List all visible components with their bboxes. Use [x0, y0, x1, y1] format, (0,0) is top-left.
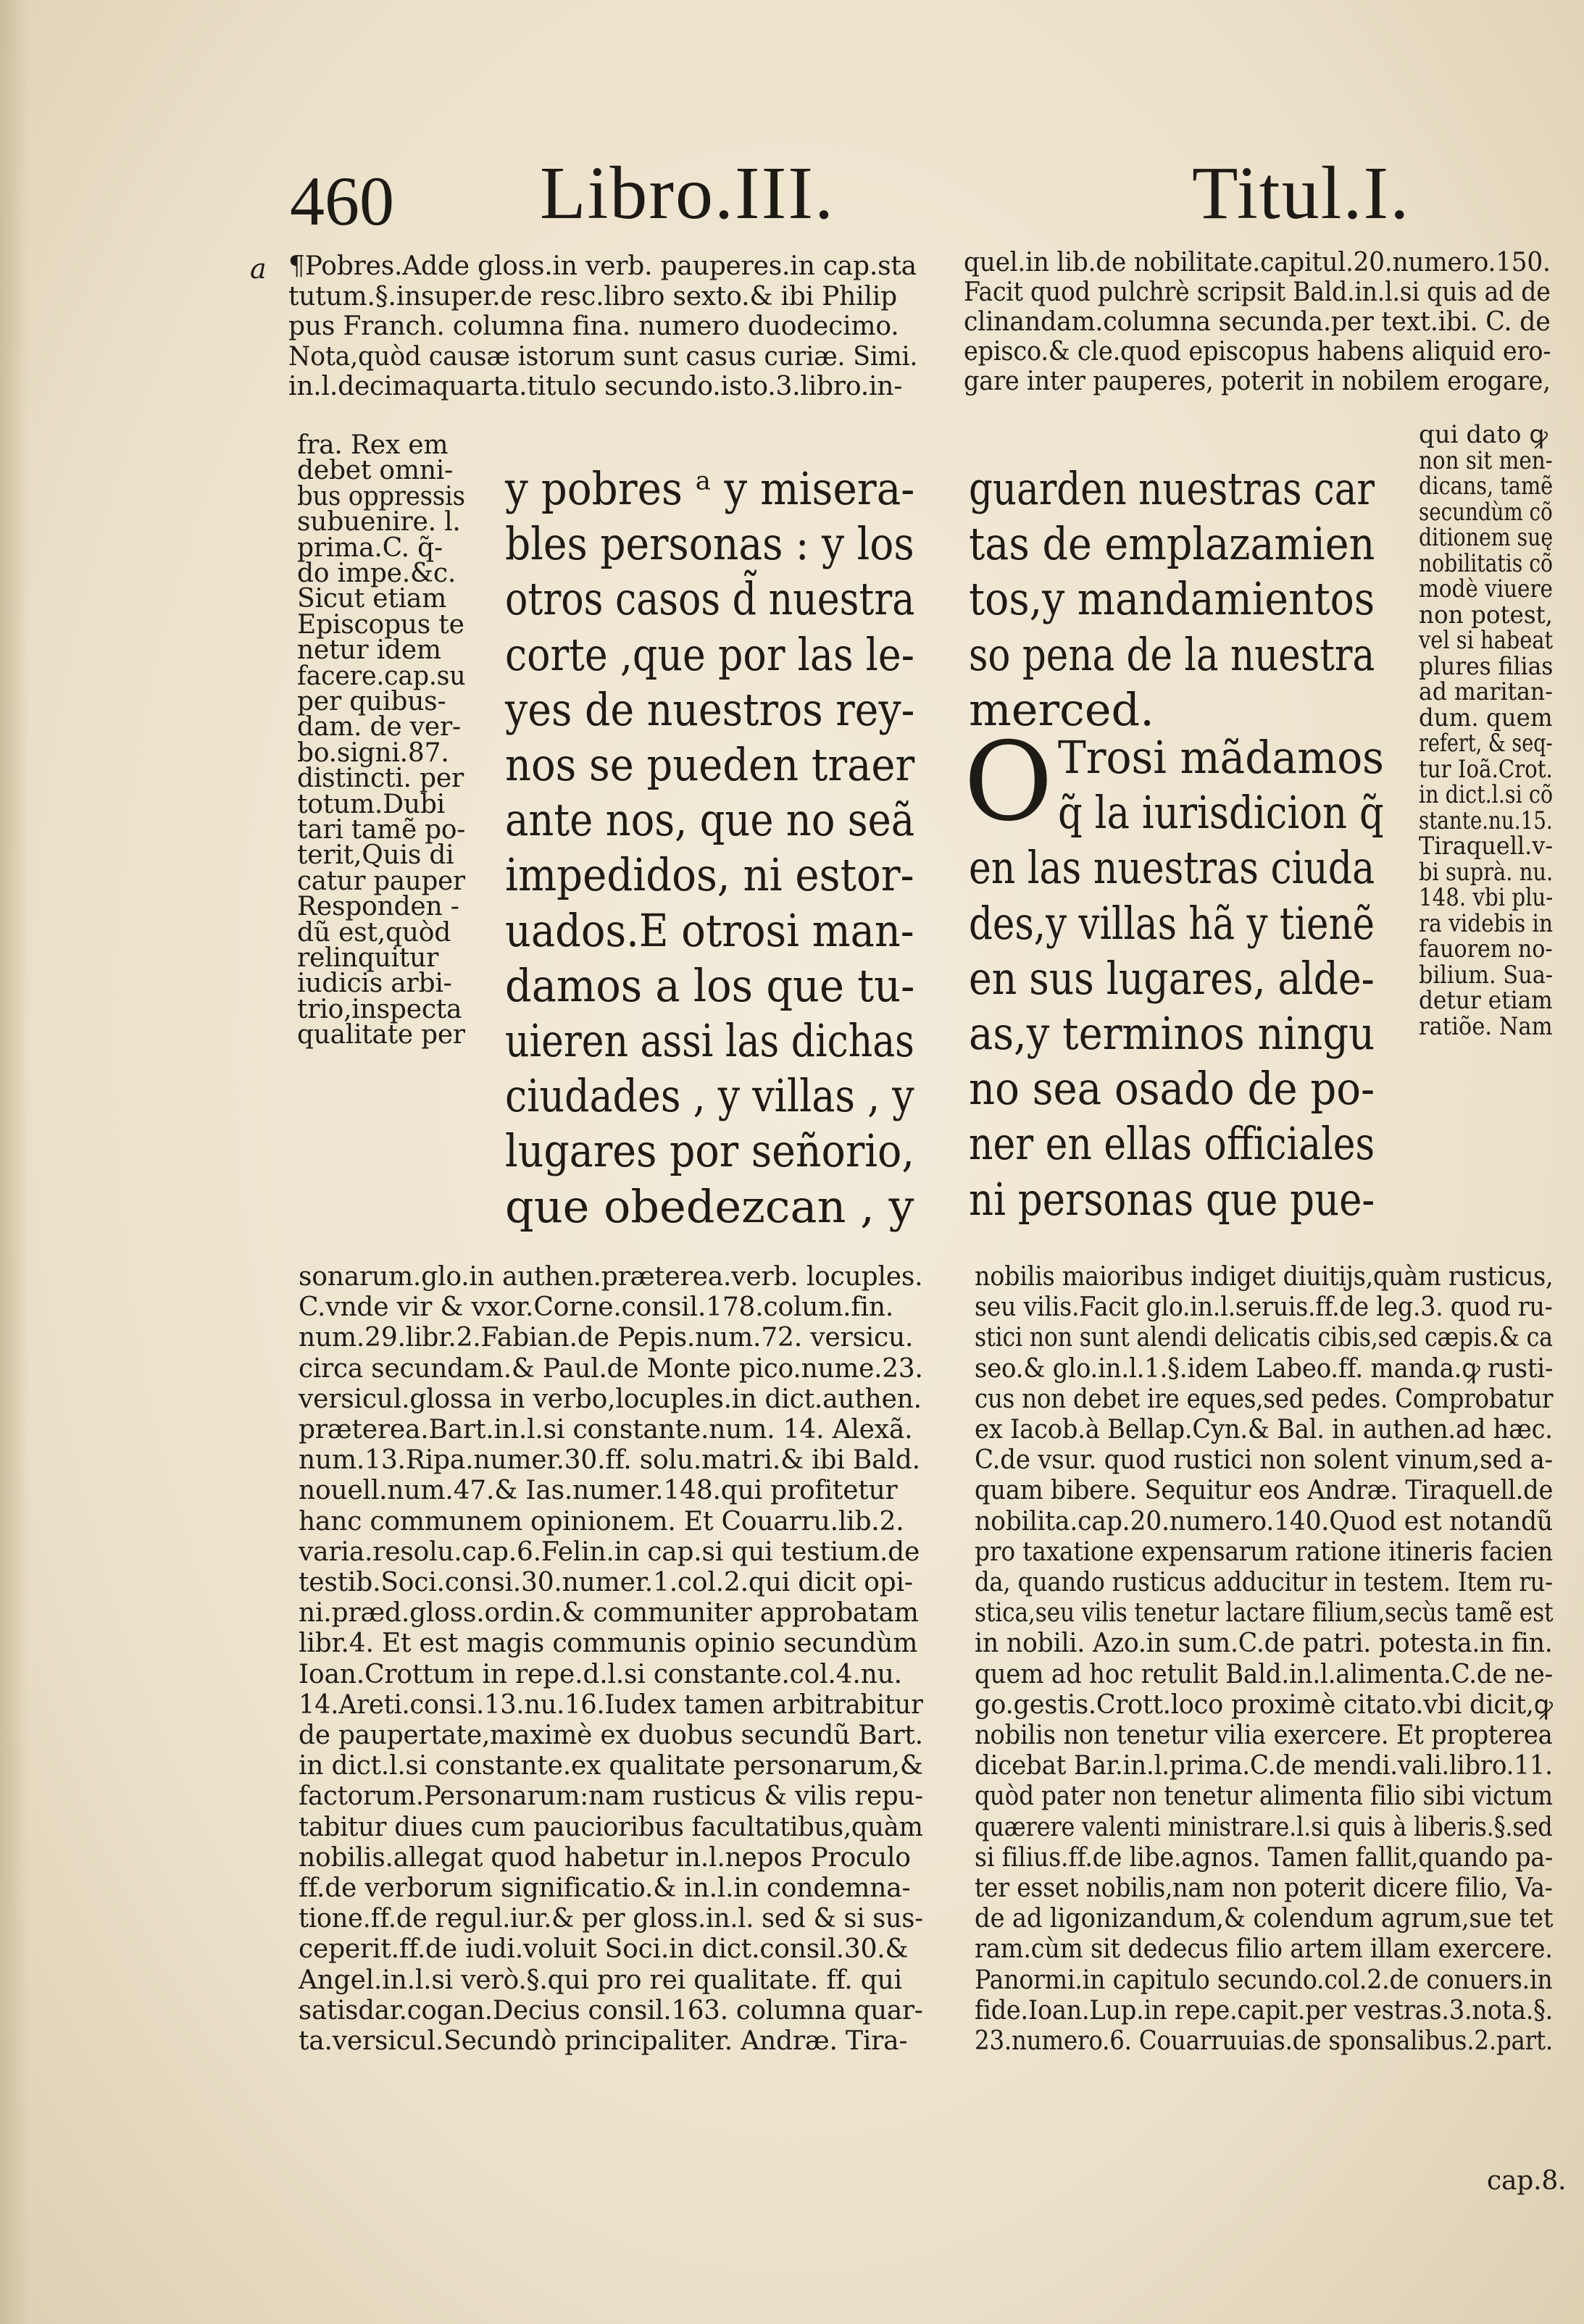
- main-text-line: as,y terminos ningu: [969, 1007, 1375, 1060]
- gloss-side-line: prima.C. q̃-: [297, 532, 443, 563]
- gloss-line: nobilis non tenetur vilia exercere. Et propterea: [975, 1721, 1553, 1750]
- gloss-side-line: dũ est,quòd: [297, 917, 451, 948]
- gloss-line: præterea.Bart.in.l.si constante.num. 14. Alexã.: [299, 1415, 913, 1445]
- gloss-line: pro taxatione expensarum ratione itineris facien: [975, 1537, 1553, 1567]
- gloss-line: circa secundam.& Paul.de Monte pico.nume.23.: [299, 1353, 923, 1384]
- gloss-line: satisdar.cogan.Decius consil.163. columna quar-: [299, 1995, 923, 2026]
- gloss-line: ram.cùm sit dedecus filio artem illam exercere.: [975, 1934, 1553, 1965]
- main-text-line: tas de emplazamien: [969, 517, 1375, 571]
- gloss-line: cus non debet ire eques,sed pedes. Comprobatur: [975, 1384, 1554, 1414]
- gloss-side-line: refert, & seq-: [1419, 729, 1553, 758]
- gloss-line: quem ad hoc retulit Bald.in.l.alimenta.C.de ne-: [975, 1659, 1553, 1689]
- gloss-side-line: Episcopus te: [297, 609, 464, 640]
- gloss-side-line: netur idem: [297, 635, 441, 666]
- main-text-line: en sus lugares, alde-: [969, 951, 1375, 1005]
- gloss-line: nouell.num.47.& Ias.numer.148.qui profitetur: [299, 1476, 898, 1506]
- gloss-side-line: debet omni-: [297, 456, 454, 486]
- gloss-line: nobilita.cap.20.numero.140.Quod est notandũ: [975, 1506, 1554, 1537]
- gloss-line: factorum.Personarum:nam rusticus & vilis repu-: [299, 1781, 923, 1812]
- gloss-side-line: ditionem suę: [1419, 523, 1554, 552]
- gloss-side-line: tari tamẽ po-: [297, 815, 466, 845]
- gloss-side-line: trio,inspecta: [297, 994, 462, 1024]
- gloss-line: gare inter pauperes, poterit in nobilem erogare,: [964, 367, 1551, 396]
- gloss-line: nobilis maioribus indiget diuitijs,quàm rusticus,: [975, 1262, 1554, 1292]
- gloss-side-line: iudicis arbi-: [297, 969, 452, 999]
- gloss-side-line: detur etiam: [1419, 986, 1553, 1015]
- gloss-side-line: Responden -: [297, 892, 459, 922]
- gloss-side-line: qualitate per: [297, 1020, 465, 1050]
- main-text-line: que obedezcan , y: [505, 1179, 914, 1233]
- gloss-side-line: fra. Rex em: [297, 430, 449, 460]
- gloss-line: 14.Areti.consi.13.nu.16.Iudex tamen arbitrabitur: [299, 1689, 923, 1720]
- gloss-line: tutum.§.insuper.de resc.libro sexto.& ibi Philip: [288, 281, 897, 312]
- gloss-line: stici non sunt alendi delicatis cibis,sed cæpis.& ca: [975, 1323, 1553, 1353]
- gloss-line: tabitur diues cum paucioribus facultatibus,quàm: [299, 1812, 923, 1842]
- gloss-side-line: nobilitatis cõ: [1419, 548, 1553, 578]
- gloss-line: ter esset nobilis,nam non poterit dicere filio, Va-: [975, 1873, 1553, 1903]
- gloss-line: stica,seu vilis tenetur lactare filium,secùs tamẽ est: [975, 1598, 1554, 1629]
- gutter-shadow: [0, 0, 29, 2324]
- main-text-line: uados.E otrosi man-: [505, 903, 914, 957]
- gloss-line: in dict.l.si constante.ex qualitate personarum,&: [299, 1751, 923, 1781]
- main-text-line: corte ,que por las le-: [505, 627, 914, 681]
- gloss-line: Angel.in.l.si verò.§.qui pro rei qualitate. ff. qui: [299, 1965, 902, 1995]
- gloss-side-line: 148. vbi plu-: [1419, 883, 1554, 912]
- main-text-line: tos,y mandamientos: [969, 572, 1375, 626]
- gloss-side-line: non potest,: [1419, 600, 1554, 630]
- gloss-side-line: per quibus-: [297, 687, 446, 716]
- gloss-line: ff.de verborum significatio.& in.l.in condemna-: [299, 1873, 911, 1903]
- gloss-line: Facit quod pulchrè scripsit Bald.in.l.si quis ad de: [964, 277, 1551, 307]
- gloss-line: de ad ligonizandum,& colendum agrum,sue tet: [975, 1904, 1554, 1934]
- gloss-side-line: secundùm cõ: [1419, 497, 1553, 527]
- main-text-line: damos a los que tu-: [505, 958, 915, 1012]
- gloss-line: versicul.glossa in verbo,locuples.in dict.authen.: [299, 1384, 922, 1414]
- gloss-line: Ioan.Crottum in repe.d.l.si constante.col.4.nu.: [299, 1659, 902, 1689]
- main-text-line: guarden nuestras car: [969, 462, 1375, 515]
- gloss-line: Nota,quòd causæ istorum sunt casus curiæ. Simi.: [288, 341, 918, 372]
- gloss-side-line: dam. de ver-: [297, 712, 461, 743]
- catchword: cap.8.: [1487, 2166, 1567, 2196]
- gloss-line: C.de vsur. quod rustici non solent vinum,sed a-: [975, 1445, 1553, 1476]
- drop-cap-initial: O: [964, 719, 1053, 845]
- gloss-line: episco.& cle.quod episcopus habens aliquid ero-: [964, 337, 1551, 367]
- main-text-line: bles personas : y los: [505, 517, 914, 571]
- gloss-line: dicebat Bar.in.l.prima.C.de mendi.vali.libro.11.: [975, 1751, 1553, 1781]
- main-text-line: merced.: [969, 682, 1154, 736]
- gloss-line: go.gestis.Crott.loco proximè citato.vbi dicit,ꝙ: [975, 1689, 1553, 1720]
- gloss-line: ¶Pobres.Adde gloss.in verb. pauperes.in cap.sta: [288, 251, 917, 281]
- main-text-line: uieren assi las dichas: [505, 1014, 914, 1067]
- gloss-side-line: distincti. per: [297, 764, 464, 794]
- gloss-line: ceperit.ff.de iudi.voluit Soci.in dict.consil.30.&: [299, 1934, 909, 1965]
- gloss-line: num.29.libr.2.Fabian.de Pepis.num.72. versicu.: [299, 1323, 914, 1353]
- gloss-side-line: Tiraquell.v-: [1419, 832, 1554, 861]
- main-text-line: yes de nuestros rey-: [505, 682, 915, 736]
- gloss-side-line: fauorem no-: [1419, 935, 1553, 964]
- gloss-line: libr.4. Et est magis communis opinio secundùm: [299, 1629, 918, 1659]
- gloss-side-line: non sit men-: [1419, 446, 1553, 475]
- gloss-line: pus Franch. columna fina. numero duodecimo.: [288, 312, 899, 341]
- gloss-line: ni.præd.gloss.ordin.& communiter approbatam: [299, 1598, 919, 1629]
- gloss-side-line: bo.signi.87.: [297, 737, 449, 768]
- gloss-side-line: dum. quem: [1419, 703, 1553, 732]
- gloss-side-line: do impe.&c.: [297, 559, 457, 588]
- gloss-line: ex Iacob.à Bellap.Cyn.& Bal. in authen.ad hæc.: [975, 1415, 1553, 1445]
- gloss-side-line: subuenire. l.: [297, 507, 461, 538]
- main-text-line: nos se pueden traer: [505, 738, 915, 791]
- page-number: 460: [290, 162, 394, 240]
- gloss-line: ta.versicul.Secundò principaliter. Andræ. Tira-: [299, 2026, 908, 2056]
- title-heading: Titul.I.: [1192, 151, 1411, 235]
- gloss-side-line: vel si habeat: [1419, 626, 1554, 655]
- main-text-line: impedidos, ni estor-: [505, 848, 914, 902]
- gloss-line: nobilis.allegat quod habetur in.l.nepos Proculo: [299, 1842, 911, 1873]
- gloss-line: 23.numero.6. Couarruuias.de sponsalibus.2.part.: [975, 2026, 1553, 2056]
- gloss-line: fide.Ioan.Lup.in repe.capit.per vestras.3.nota.§.: [975, 1995, 1554, 2026]
- gloss-side-line: stante.nu.15.: [1419, 806, 1553, 835]
- gloss-line: num.13.Ripa.numer.30.ff. solu.matri.& ibi Bald.: [299, 1445, 920, 1476]
- main-text-line: q̃ la iurisdicion q̃: [1058, 786, 1384, 840]
- gloss-line: hanc communem opinionem. Et Couarru.lib.2.: [299, 1506, 904, 1537]
- gloss-side-line: tur Ioã.Crot.: [1419, 754, 1553, 784]
- gloss-side-line: relinquitur: [297, 943, 439, 973]
- gloss-line: da, quando rusticus adducitur in testem. Item ru-: [975, 1568, 1553, 1597]
- main-text-line: ner en ellas officiales: [969, 1117, 1375, 1171]
- gloss-side-line: plures filias: [1419, 651, 1554, 681]
- gloss-line: varia.resolu.cap.6.Felin.in cap.si qui testium.de: [299, 1537, 920, 1567]
- gloss-line: quærere valenti ministrare.l.si quis à liberis.§.sed: [975, 1812, 1553, 1842]
- main-text-line: ni personas que pue-: [969, 1172, 1375, 1226]
- gloss-side-line: ratiõe. Nam: [1419, 1011, 1553, 1041]
- gloss-line: Panormi.in capitulo secundo.col.2.de conuers.in: [975, 1965, 1553, 1995]
- main-text-line: so pena de la nuestra: [969, 627, 1375, 681]
- main-text-line: Trosi mãdamos: [1058, 731, 1385, 784]
- gloss-side-line: catur pauper: [297, 866, 465, 896]
- gloss-line: testib.Soci.consi.30.numer.1.col.2.qui dicit opi-: [299, 1568, 913, 1597]
- gloss-side-line: ra videbis in: [1419, 908, 1553, 938]
- gloss-side-line: bi suprà. nu.: [1419, 857, 1554, 887]
- gloss-line: de paupertate,maximè ex duobus secundũ Bart.: [299, 1721, 923, 1750]
- gloss-line: seo.& glo.in.l.1.§.idem Labeo.ff. manda.ꝙ rusti-: [975, 1353, 1554, 1384]
- gloss-side-line: dicans, tamẽ: [1419, 472, 1554, 501]
- note-letter-marker: a: [250, 253, 267, 285]
- gloss-side-line: bus oppressis: [297, 481, 465, 511]
- gloss-side-line: bilium. Sua-: [1419, 960, 1554, 990]
- main-text-line: no sea osado de po-: [969, 1062, 1375, 1116]
- main-text-line: ciudades , y villas , y: [505, 1069, 914, 1123]
- main-text-line: y pobres ᵃ y misera-: [505, 462, 915, 515]
- gloss-side-line: Sicut etiam: [297, 584, 447, 614]
- main-text-line: ante nos, que no seã: [505, 793, 915, 847]
- gloss-line: quòd pater non tenetur alimenta filio sibi victum: [975, 1781, 1553, 1812]
- gloss-line: C.vnde vir & vxor.Corne.consil.178.colum.fin.: [299, 1292, 894, 1323]
- main-text-line: des,y villas hã y tienẽ: [969, 896, 1375, 950]
- gloss-side-line: totum.Dubi: [297, 789, 445, 819]
- gloss-line: tione.ff.de regul.iur.& per gloss.in.l. sed & si sus-: [299, 1904, 923, 1934]
- gloss-side-line: terit,Quis di: [297, 840, 454, 871]
- main-text-line: en las nuestras ciuda: [969, 841, 1375, 895]
- gloss-line: si filius.ff.de libe.agnos. Tamen fallit,quando pa-: [975, 1842, 1554, 1873]
- gloss-line: quam bibere. Sequitur eos Andræ. Tiraquell.de: [975, 1476, 1554, 1506]
- gloss-side-line: modè viuere: [1419, 574, 1553, 603]
- main-text-line: otros casos d̃ nuestra: [505, 572, 915, 626]
- main-text-line: lugares por señorio,: [505, 1124, 914, 1178]
- book-heading: Libro.III.: [540, 151, 835, 235]
- gloss-side-line: in dict.l.si cõ: [1419, 780, 1554, 809]
- gloss-line: in.l.decimaquarta.titulo secundo.isto.3.libro.in-: [288, 372, 903, 401]
- gloss-line: quel.in lib.de nobilitate.capitul.20.numero.150.: [964, 248, 1551, 277]
- gloss-line: in nobili. Azo.in sum.C.de patri. potesta.in fin.: [975, 1629, 1553, 1659]
- gloss-line: clinandam.columna secunda.per text.ibi. C. de: [964, 307, 1551, 337]
- gloss-line: sonarum.glo.in authen.præterea.verb. locuples.: [299, 1262, 923, 1292]
- gloss-side-line: qui dato ꝙ: [1419, 420, 1548, 449]
- gloss-side-line: facere.cap.su: [297, 661, 466, 691]
- gloss-line: seu vilis.Facit glo.in.l.seruis.ff.de leg.3. quod ru-: [975, 1292, 1553, 1323]
- gloss-side-line: ad maritan-: [1419, 677, 1553, 706]
